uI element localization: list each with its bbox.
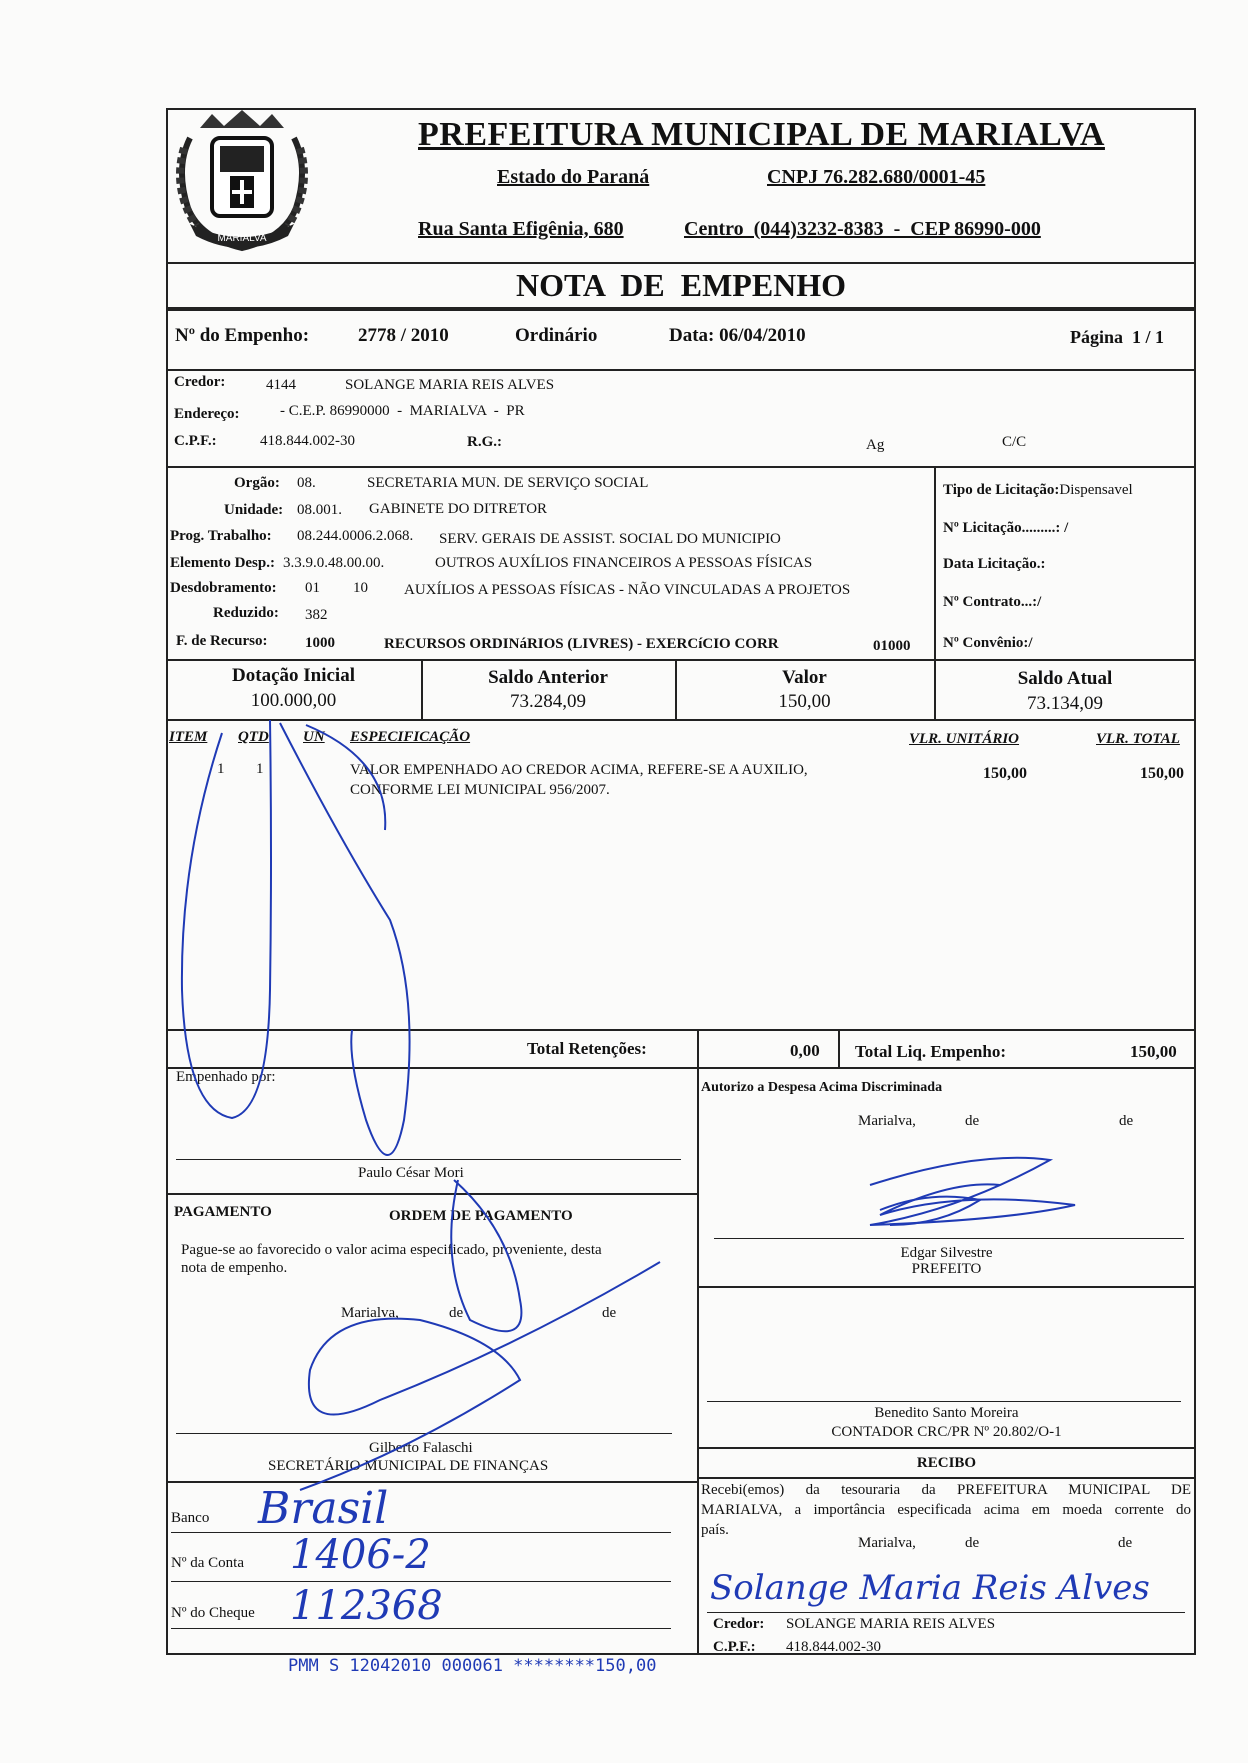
banco-handwritten: Brasil bbox=[258, 1483, 389, 1534]
payment-de1: de bbox=[449, 1305, 464, 1321]
orgao-label: Orgão: bbox=[234, 475, 280, 491]
elemento-label: Elemento Desp.: bbox=[170, 555, 275, 571]
recibo-credor-name: SOLANGE MARIA REIS ALVES bbox=[786, 1616, 996, 1632]
empenho-number: 2778 / 2010 bbox=[358, 325, 449, 346]
recurso-name: RECURSOS ORDINáRIOS (LIVRES) - EXERCíCIO CORR bbox=[384, 636, 779, 652]
total-liquido-label: Total Liq. Empenho: bbox=[855, 1042, 1006, 1061]
cheque-handwritten: 112368 bbox=[290, 1583, 443, 1629]
recibo-cpf-label: C.P.F.: bbox=[713, 1639, 756, 1655]
recibo-cpf: 418.844.002-30 bbox=[786, 1639, 881, 1655]
payment-marialva: Marialva, bbox=[341, 1305, 399, 1321]
row-total-value: 150,00 bbox=[1140, 765, 1184, 782]
bank-stamp: PMM S 12042010 000061 ********150,00 bbox=[288, 1656, 657, 1676]
row-item: 1 bbox=[217, 761, 225, 777]
doc-title: NOTA DE EMPENHO bbox=[515, 267, 847, 303]
total-retencoes-label: Total Retenções: bbox=[527, 1039, 647, 1058]
desdobramento-label: Desdobramento: bbox=[170, 580, 277, 596]
elemento-name: OUTROS AUXÍLIOS FINANCEIROS A PESSOAS FÍSICAS bbox=[435, 555, 813, 571]
prefeito-name: Edgar Silvestre bbox=[900, 1245, 993, 1261]
conta-handwritten: 1406-2 bbox=[290, 1532, 431, 1578]
dotacao-label: Dotação Inicial bbox=[232, 665, 355, 686]
page-number: Página 1 / 1 bbox=[1070, 327, 1165, 347]
saldo-anterior-value: 73.284,09 bbox=[510, 691, 586, 712]
col-especificacao: ESPECIFICAÇÃO bbox=[350, 729, 471, 745]
recurso-code: 1000 bbox=[305, 635, 335, 651]
desdobramento-code1: 01 bbox=[305, 580, 320, 596]
cnpj-label: CNPJ 76.282.680/0001-45 bbox=[767, 166, 986, 188]
svg-text:MARIALVA: MARIALVA bbox=[217, 233, 267, 244]
valor-value: 150,00 bbox=[778, 691, 831, 712]
recibo-marialva: Marialva, bbox=[858, 1535, 916, 1551]
prefeitura-title: PREFEITURA MUNICIPAL DE MARIALVA bbox=[418, 116, 1105, 153]
state-label: Estado do Paraná bbox=[497, 166, 650, 188]
row-unit-value: 150,00 bbox=[983, 765, 1027, 782]
credor-code: 4144 bbox=[266, 377, 296, 393]
credor-signature: Solange Maria Reis Alves bbox=[710, 1568, 1150, 1608]
address-label: Rua Santa Efigênia, 680 bbox=[418, 218, 624, 240]
banco-label: Banco bbox=[171, 1510, 210, 1526]
contador-title: CONTADOR CRC/PR Nº 20.802/O-1 bbox=[831, 1424, 1062, 1440]
empenho-type: Ordinário bbox=[515, 325, 598, 346]
credor-name: SOLANGE MARIA REIS ALVES bbox=[345, 377, 555, 393]
ordem-pagamento-label: ORDEM DE PAGAMENTO bbox=[389, 1208, 573, 1224]
prog-label: Prog. Trabalho: bbox=[170, 528, 272, 544]
ag-label: Ag bbox=[866, 437, 885, 453]
cc-label: C/C bbox=[1002, 434, 1027, 450]
contact-label: Centro (044)3232-8383 - CEP 86990-000 bbox=[684, 218, 1041, 240]
empenho-date: Data: 06/04/2010 bbox=[669, 325, 806, 346]
recurso-label: F. de Recurso: bbox=[176, 633, 268, 649]
conta-label: Nº da Conta bbox=[171, 1555, 244, 1571]
total-liquido-value: 150,00 bbox=[1130, 1042, 1177, 1061]
unidade-name: GABINETE DO DITRETOR bbox=[369, 501, 548, 517]
unidade-code: 08.001. bbox=[297, 502, 342, 518]
rg-label: R.G.: bbox=[467, 434, 502, 450]
empenhado-name: Paulo César Mori bbox=[358, 1165, 464, 1181]
col-qtd: QTD bbox=[238, 729, 269, 745]
orgao-code: 08. bbox=[297, 475, 316, 491]
desdobramento-code2: 10 bbox=[353, 580, 368, 596]
prog-name: SERV. GERAIS DE ASSIST. SOCIAL DO MUNICIPIO bbox=[439, 531, 781, 547]
row-qtd: 1 bbox=[256, 761, 264, 777]
unidade-label: Unidade: bbox=[224, 502, 284, 518]
secretario-title: SECRETÁRIO MUNICIPAL DE FINANÇAS bbox=[268, 1458, 549, 1474]
elemento-code: 3.3.9.0.48.00.00. bbox=[283, 555, 385, 571]
autorizo-label: Autorizo a Despesa Acima Discriminada bbox=[701, 1080, 943, 1095]
row-desc-line1: VALOR EMPENHADO AO CREDOR ACIMA, REFERE-SE A AUXILIO, bbox=[350, 762, 808, 778]
pagamento-label: PAGAMENTO bbox=[174, 1204, 272, 1220]
col-vlr-total: VLR. TOTAL bbox=[1096, 731, 1180, 747]
row-desc-line2: CONFORME LEI MUNICIPAL 956/2007. bbox=[350, 782, 610, 798]
prefeito-title: PREFEITO bbox=[911, 1261, 982, 1277]
recibo-de2: de bbox=[1118, 1535, 1133, 1551]
col-item: ITEM bbox=[169, 729, 208, 745]
saldo-atual-value: 73.134,09 bbox=[1027, 693, 1103, 714]
saldo-anterior-label: Saldo Anterior bbox=[488, 667, 608, 688]
prog-code: 08.244.0006.2.068. bbox=[297, 528, 414, 544]
convenio-numero: Nº Convênio:/ bbox=[943, 635, 1033, 651]
empenho-number-label: Nº do Empenho: bbox=[175, 325, 310, 346]
recibo-text-line2: MARIALVA, a importância especificada acima em moeda corrente do bbox=[701, 1502, 1191, 1518]
secretario-name: Gilberto Falaschi bbox=[369, 1440, 473, 1456]
credor-address: - C.E.P. 86990000 - MARIALVA - PR bbox=[280, 403, 525, 419]
address-field-label: Endereço: bbox=[174, 406, 240, 422]
col-vlr-unitario: VLR. UNITÁRIO bbox=[909, 731, 1020, 747]
saldo-atual-label: Saldo Atual bbox=[1017, 668, 1113, 689]
dotacao-value: 100.000,00 bbox=[250, 690, 337, 711]
payment-de2: de bbox=[602, 1305, 617, 1321]
credor-cpf: 418.844.002-30 bbox=[260, 433, 355, 449]
recibo-de1: de bbox=[965, 1535, 980, 1551]
payment-text-line2: nota de empenho. bbox=[181, 1260, 288, 1276]
desdobramento-name: AUXÍLIOS A PESSOAS FÍSICAS - NÃO VINCULADAS A PROJETOS bbox=[404, 582, 851, 598]
contador-name: Benedito Santo Moreira bbox=[874, 1405, 1019, 1421]
cpf-label: C.P.F.: bbox=[174, 433, 217, 449]
payment-text-line1: Pague-se ao favorecido o valor acima especificado, proveniente, desta bbox=[181, 1242, 602, 1258]
orgao-name: SECRETARIA MUN. DE SERVIÇO SOCIAL bbox=[367, 475, 649, 491]
autorizo-marialva: Marialva, bbox=[858, 1113, 916, 1129]
valor-label: Valor bbox=[782, 667, 827, 688]
autorizo-de2: de bbox=[1119, 1113, 1134, 1129]
recibo-text-line3: país. bbox=[701, 1522, 729, 1538]
empenhado-label: Empenhado por: bbox=[176, 1069, 276, 1085]
credor-label: Credor: bbox=[174, 374, 226, 390]
total-retencoes-value: 0,00 bbox=[790, 1041, 820, 1060]
cheque-label: Nº do Cheque bbox=[171, 1605, 255, 1621]
recurso-suffix: 01000 bbox=[873, 638, 911, 654]
licitacao-tipo-value: Dispensavel bbox=[1059, 482, 1133, 498]
licitacao-numero: Nº Licitação.........: / bbox=[943, 520, 1069, 536]
recibo-title: RECIBO bbox=[916, 1455, 977, 1471]
recibo-credor-label: Credor: bbox=[713, 1616, 765, 1632]
recibo-text-line1: Recebi(emos) da tesouraria da PREFEITURA MUNICIPAL DE bbox=[701, 1482, 1191, 1498]
contrato-numero: Nº Contrato...:/ bbox=[943, 594, 1042, 610]
reduzido-value: 382 bbox=[305, 607, 328, 623]
autorizo-de1: de bbox=[965, 1113, 980, 1129]
licitacao-tipo-label: Tipo de Licitação: bbox=[943, 482, 1060, 498]
reduzido-label: Reduzido: bbox=[213, 605, 279, 621]
licitacao-data: Data Licitação.: bbox=[943, 556, 1046, 572]
col-un: UN bbox=[303, 729, 325, 745]
